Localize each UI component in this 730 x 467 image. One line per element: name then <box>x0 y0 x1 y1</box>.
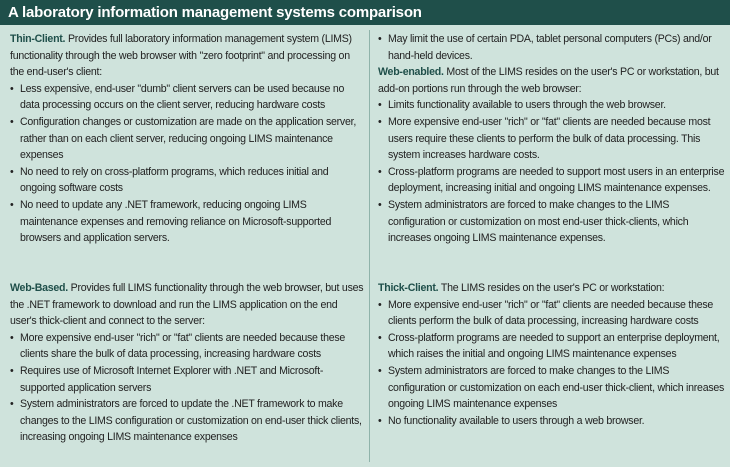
list-item: • System administrators are forced to make changes to the LIMS configuration or customization on most end-user thick-clients, which increases ongoing LIMS maintenance expenses. <box>378 197 728 247</box>
list-item: • System administrators are forced to update the .NET framework to make changes to the LIMS configuration or customization on end-user thick clients, increasing ongoing LIMS maintenance expenses <box>10 396 364 446</box>
list-item: • Limits functionality available to users through the web browser. <box>378 97 728 114</box>
thick-client-section <box>378 280 728 429</box>
web-enabled-section <box>378 31 728 247</box>
thick-client-intro <box>378 280 728 297</box>
web-enabled-description: Most of the LIMS resides on the user's PC or workstation, but add-on portions run through the web browser: <box>378 66 719 95</box>
list-item: • More expensive end-user "rich" or "fat" clients are needed because these clients share the bulk of data processing, increasing hardware costs <box>10 330 364 363</box>
list-item: • No need to update any .NET framework, reducing ongoing LIMS maintenance expenses and removing reliance on Microsoft-supported browsers and application servers. <box>10 197 364 247</box>
web-based-section <box>10 280 364 446</box>
web-based-title: Web-Based. <box>10 282 68 294</box>
web-based-intro <box>10 280 364 330</box>
thick-client-description: The LIMS resides on the user's PC or workstation: <box>440 282 665 294</box>
list-item: • Requires use of Microsoft Internet Explorer with .NET and Microsoft-supported application servers <box>10 363 364 396</box>
thin-client-intro <box>10 31 364 81</box>
list-item: • More expensive end-user "rich" or "fat" clients are needed because these clients perform the bulk of data processing, increasing hardware costs <box>378 297 728 330</box>
web-based-description: Provides full LIMS functionality through the web browser, but uses the .NET framework to download and run the LIMS application on the end user's thick-client and connect to the server: <box>10 282 364 328</box>
list-item: • No functionality available to users through a web browser. <box>378 413 728 430</box>
list-item: • Cross-platform programs are needed to support most users in an enterprise deployment, increasing initial and ongoing LIMS maintenance expenses. <box>378 164 728 197</box>
list-item: • More expensive end-user "rich" or "fat" clients are needed because most users require these clients to perform the bulk of data processing. This system increases hardware costs. <box>378 114 728 164</box>
column-divider <box>369 30 370 462</box>
web-based-list <box>10 330 364 446</box>
thin-client-list <box>10 81 364 247</box>
list-item: • Configuration changes or customization are made on the application server, rather than on each client server, reducing ongoing LIMS maintenance expenses <box>10 114 364 164</box>
web-enabled-title: Web-enabled. <box>378 66 444 79</box>
thick-client-title: Thick-Client. <box>378 282 439 294</box>
thick-client-list <box>378 297 728 430</box>
thin-client-title: Thin-Client. <box>10 33 66 45</box>
list-item: • System administrators are forced to make changes to the LIMS configuration or customization on each end-user thick-client, which inreases ongoing LIMS maintenance expenses <box>378 363 728 413</box>
list-item: • No need to rely on cross-platform programs, which reduces initial and ongoing software costs <box>10 164 364 197</box>
thin-client-section <box>10 31 364 247</box>
thin-client-description: Provides full laboratory information management system (LIMS) functionality through the web browser with "zero footprint" and processing on the end-user's client: <box>10 33 352 79</box>
thin-client-continuation-list <box>378 31 728 64</box>
list-item: • Cross-platform programs are needed to support an enterprise deployment, which raises the initial and ongoing LIMS maintenance expenses <box>378 330 728 363</box>
list-item: • May limit the use of certain PDA, tablet personal computers (PCs) and/or hand-held devices. <box>378 31 728 64</box>
web-enabled-intro <box>378 64 728 97</box>
sidebar-title: A laboratory information management systems comparison <box>0 0 730 25</box>
list-item: • Less expensive, end-user "dumb" client servers can be used because no data processing occurs on the client server, reducing hardware costs <box>10 81 364 114</box>
web-enabled-list <box>378 97 728 246</box>
